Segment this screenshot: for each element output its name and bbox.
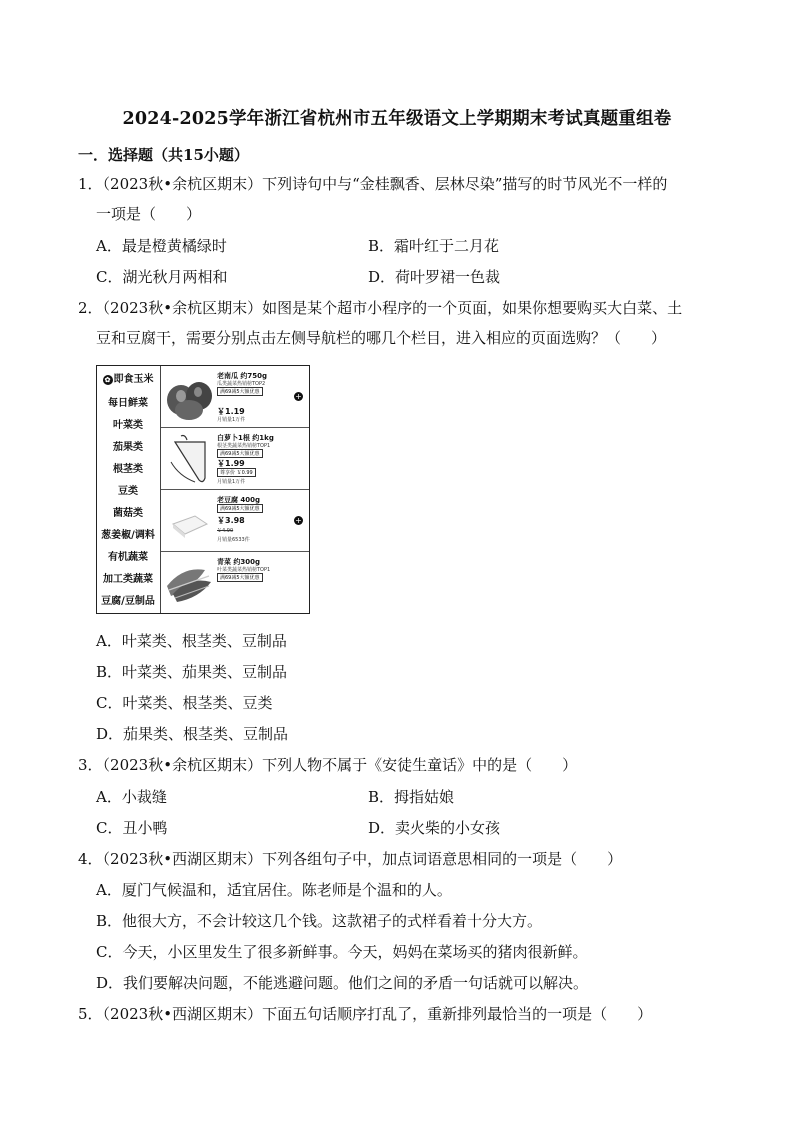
product-name: 老南瓜 约750g [217,372,268,380]
question-3-line-1: 3．（2023秋•余杭区期末）下列人物不属于《安徒生童话》中的是（ ） [78,756,578,774]
question-2-line-2: 豆和豆腐干，需要分别点击左侧导航栏的哪几个栏目，进入相应的页面选购？（ ） [96,329,667,347]
product-sold: 月销量1万件 [217,417,246,423]
question-1-option-b: B．霜叶红于二月花 [368,237,500,255]
question-3-option-b: B．拇指姑娘 [368,788,455,806]
nav-item-fruit-veg: 茄果类 [113,442,143,453]
question-1-option-a: A．最是橙黄橘绿时 [96,237,227,255]
question-4-option-a: A．厦门气候温和，适宜居住。陈老师是个温和的人。 [96,881,452,899]
question-2-option-a: A．叶菜类、根茎类、豆制品 [96,632,287,650]
question-3-option-c: C．丑小鸭 [96,819,168,837]
nav-item-corn: ✿ 即食玉米 [97,370,159,385]
section-heading: 一．选择题（共15小题） [78,146,249,164]
question-2-option-c: C．叶菜类、根茎类、豆类 [96,694,273,712]
nav-item-root: 根茎类 [113,464,143,475]
product-badge: 满69减5大额优惠 [217,573,263,582]
question-4-option-b: B．他很大方，不会计较这几个钱。这款裙子的式样看着十分大方。 [96,912,543,930]
product-name: 白萝卜1根 约1kg [217,434,274,442]
product-card-radish [161,428,309,490]
logo-icon: ✿ [103,375,113,385]
product-rank: 根茎类蔬菜热销榜TOP1 [217,443,271,449]
nav-item-organic: 有机蔬菜 [108,552,148,563]
question-4-line-1: 4．（2023秋•西湖区期末）下列各组句子中，加点词语意思相同的一项是（ ） [78,850,623,868]
radish-icon [165,432,213,484]
question-3-option-d: D．卖火柴的小女孩 [368,819,501,837]
product-price: ￥3.98 [217,516,245,525]
question-5-line-1: 5．（2023秋•西湖区期末）下面五句话顺序打乱了，重新排列最恰当的一项是（ ） [78,1005,653,1023]
product-original-price: ￥4.90 [217,528,234,534]
add-to-cart-icon[interactable]: + [295,516,302,525]
product-name: 青菜 约300g [217,558,261,566]
question-2-option-b: B．叶菜类、茄果类、豆制品 [96,663,288,681]
product-sold: 月销量1万件 [217,479,246,485]
question-4-option-d: D．我们要解决问题，不能逃避问题。他们之间的矛盾一句话就可以解决。 [96,974,589,992]
product-sold: 月销量6533件 [217,537,250,543]
question-3-option-a: A．小裁缝 [96,788,167,806]
product-badge: 满69减5大额优惠 [217,504,263,513]
tofu-icon [165,494,213,546]
question-1-line-1: 1．（2023秋•余杭区期末）下列诗句中与“金桂飘香、层林尽染”描写的时节风光不一样的 [78,175,668,193]
product-rank: 瓜类蔬菜热销榜TOP2 [217,381,266,387]
greens-icon [165,556,213,608]
product-rank: 叶菜类蔬菜热销榜TOP1 [217,567,271,573]
nav-item-beans: 豆类 [118,486,138,497]
question-1-option-d: D．荷叶罗裙一色裁 [368,268,501,286]
nav-item-daily-fresh: 每日鲜菜 [108,398,148,409]
product-card-tofu [161,490,309,552]
pumpkin-icon [165,370,213,422]
question-4-option-c: C．今天，小区里发生了很多新鲜事。今天，妈妈在菜场买的猪肉很新鲜。 [96,943,588,961]
nav-item-processed: 加工类蔬菜 [103,574,153,585]
product-member-price: 尊享价 ￥0.99 [217,468,256,477]
question-2-option-d: D．茄果类、根茎类、豆制品 [96,725,289,743]
question-2-line-1: 2．（2023秋•余杭区期末）如图是某个超市小程序的一个页面，如果你想要购买大白菜、土 [78,299,683,317]
nav-item-seasoning: 葱姜椒/调料 [101,530,155,541]
question-1-line-2: 一项是（ ） [96,205,202,223]
product-card-greens [161,552,309,614]
supermarket-screenshot [96,365,310,614]
nav-item-leafy: 叶菜类 [113,420,143,431]
nav-item-tofu: 豆腐/豆制品 [101,596,155,607]
product-badge: 满69减5大额优惠 [217,449,263,458]
add-to-cart-icon[interactable]: + [295,392,302,401]
question-1-option-c: C．湖光秋月两相和 [96,268,228,286]
nav-item-mushroom: 菌菇类 [113,508,143,519]
category-nav [97,366,159,613]
product-price: ￥1.99 [217,459,245,468]
page-title: 2024-2025学年浙江省杭州市五年级语文上学期期末考试真题重组卷 [122,109,672,129]
product-badge: 满69减5大额优惠 [217,387,263,396]
product-name: 老豆腐 400g [217,496,261,504]
product-price: ￥1.19 [217,407,245,416]
product-card-pumpkin [161,366,309,428]
